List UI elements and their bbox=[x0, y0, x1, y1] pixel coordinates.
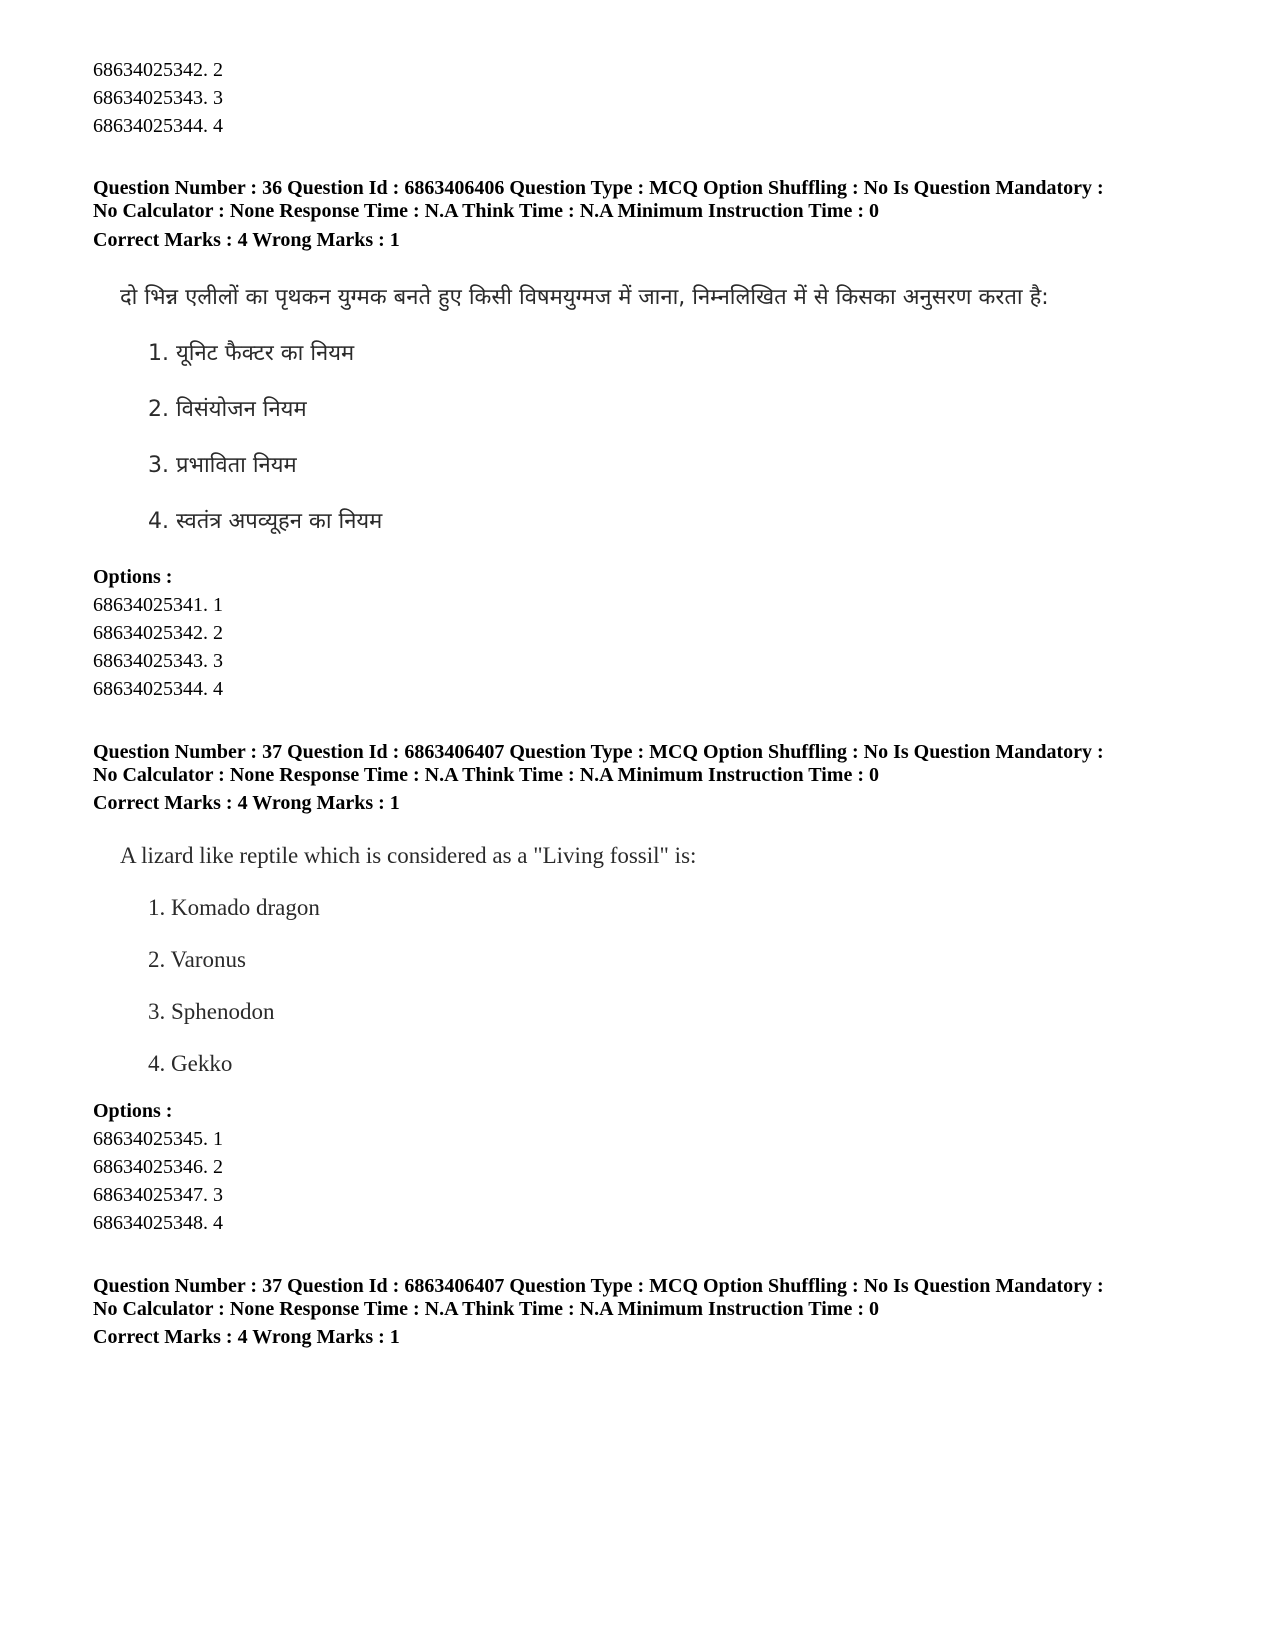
option-line: 68634025344. 4 bbox=[93, 678, 223, 700]
option-line: 68634025344. 4 bbox=[93, 115, 223, 137]
question-choice: 1. यूनिट फैक्टर का नियम bbox=[148, 341, 355, 366]
question-choice: 1. Komado dragon bbox=[148, 895, 320, 920]
question-marks: Correct Marks : 4 Wrong Marks : 1 bbox=[93, 229, 400, 251]
question-meta-line-1: Question Number : 36 Question Id : 6863406406 Question Type : MCQ Option Shuffling : No Is Question Mandatory : bbox=[93, 177, 1104, 199]
option-line: 68634025342. 2 bbox=[93, 59, 223, 81]
question-choice: 3. Sphenodon bbox=[148, 999, 275, 1024]
options-label: Options : bbox=[93, 566, 173, 588]
option-line: 68634025342. 2 bbox=[93, 622, 223, 644]
question-meta-line-2: No Calculator : None Response Time : N.A Think Time : N.A Minimum Instruction Time : 0 bbox=[93, 764, 879, 786]
option-line: 68634025343. 3 bbox=[93, 650, 223, 672]
question-choice: 2. विसंयोजन नियम bbox=[148, 397, 307, 422]
question-choice: 2. Varonus bbox=[148, 947, 246, 972]
question-choice: 3. प्रभाविता नियम bbox=[148, 453, 297, 478]
question-marks: Correct Marks : 4 Wrong Marks : 1 bbox=[93, 1326, 400, 1348]
option-line: 68634025343. 3 bbox=[93, 87, 223, 109]
option-line: 68634025341. 1 bbox=[93, 594, 223, 616]
question-text: दो भिन्न एलीलों का पृथकन युग्मक बनते हुए किसी विषमयुग्मज में जाना, निम्नलिखित में से किसका अनुसरण करता है: bbox=[120, 285, 1049, 310]
question-meta-line-1: Question Number : 37 Question Id : 6863406407 Question Type : MCQ Option Shuffling : No Is Question Mandatory : bbox=[93, 741, 1104, 763]
options-label: Options : bbox=[93, 1100, 173, 1122]
option-line: 68634025345. 1 bbox=[93, 1128, 223, 1150]
question-meta-line-1: Question Number : 37 Question Id : 6863406407 Question Type : MCQ Option Shuffling : No Is Question Mandatory : bbox=[93, 1275, 1104, 1297]
question-choice: 4. Gekko bbox=[148, 1051, 233, 1076]
option-line: 68634025348. 4 bbox=[93, 1212, 223, 1234]
option-line: 68634025346. 2 bbox=[93, 1156, 223, 1178]
question-text: A lizard like reptile which is considered as a "Living fossil" is: bbox=[120, 843, 697, 868]
question-meta-line-2: No Calculator : None Response Time : N.A Think Time : N.A Minimum Instruction Time : 0 bbox=[93, 1298, 879, 1320]
question-choice: 4. स्वतंत्र अपव्यूहन का नियम bbox=[148, 509, 383, 534]
question-meta-line-2: No Calculator : None Response Time : N.A Think Time : N.A Minimum Instruction Time : 0 bbox=[93, 200, 879, 222]
question-marks: Correct Marks : 4 Wrong Marks : 1 bbox=[93, 792, 400, 814]
option-line: 68634025347. 3 bbox=[93, 1184, 223, 1206]
